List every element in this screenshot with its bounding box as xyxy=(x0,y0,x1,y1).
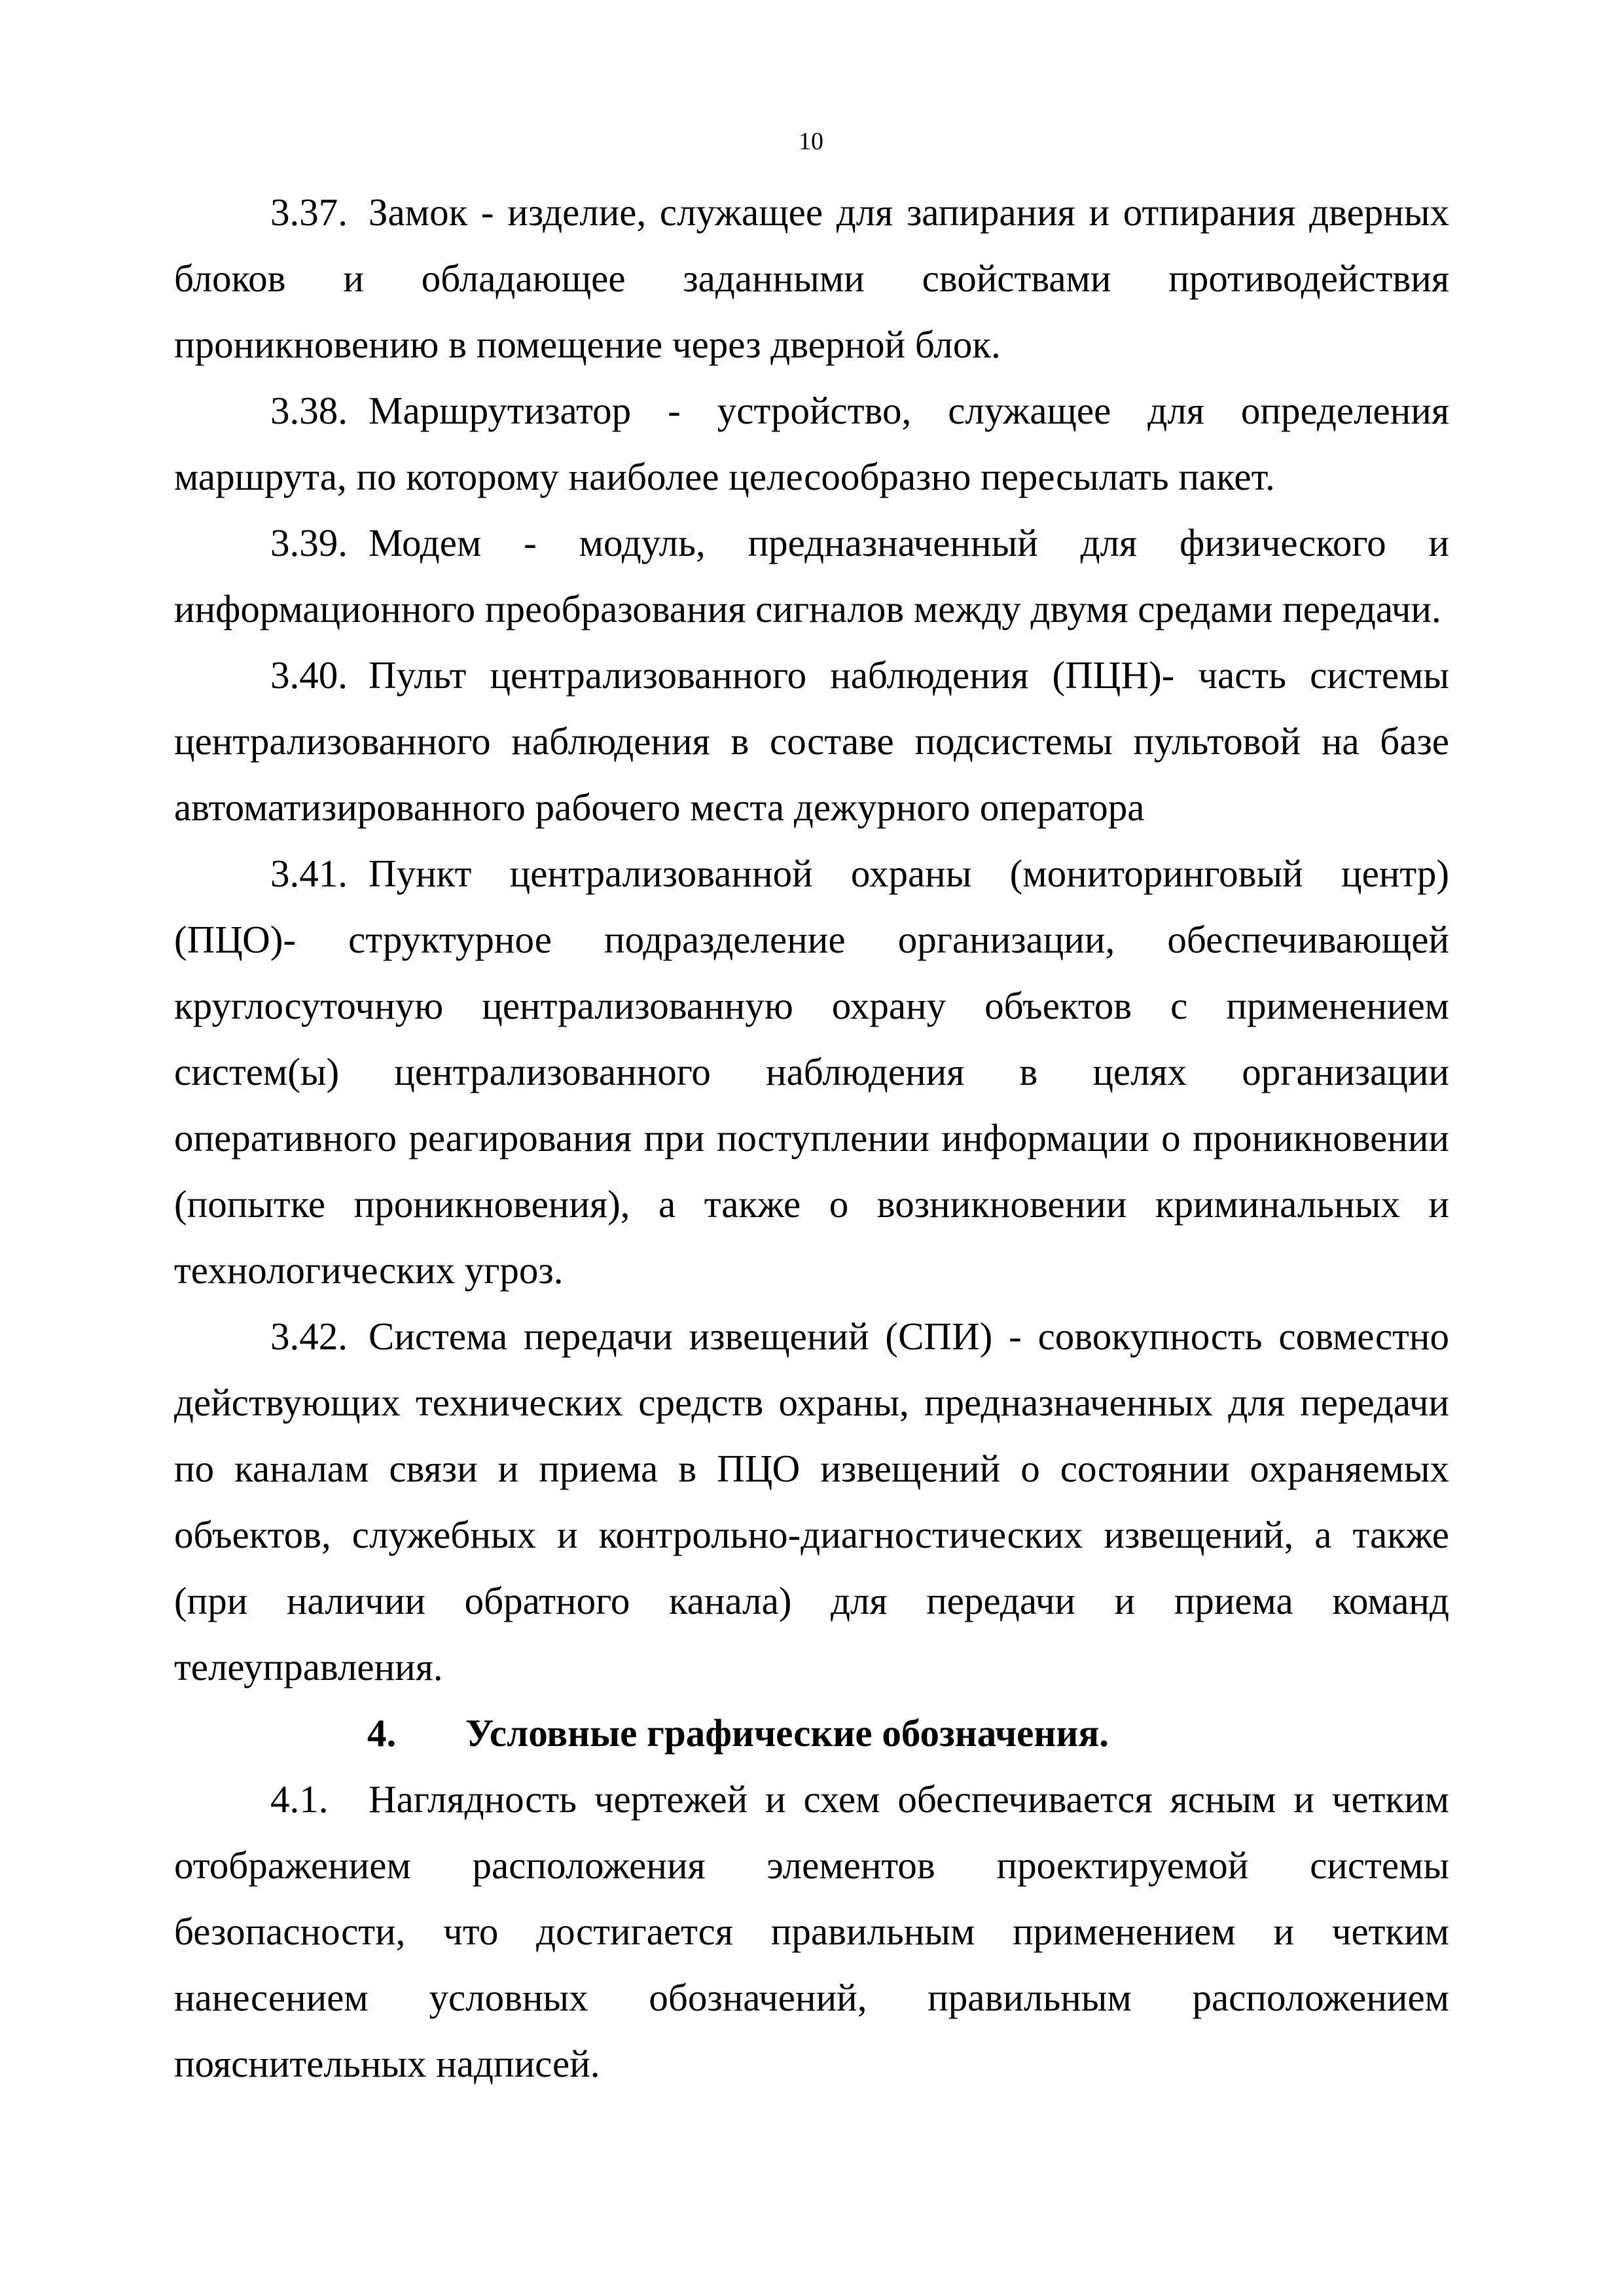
section-title: Условные графические обозначения. xyxy=(465,1711,1109,1755)
definition-3-42 xyxy=(174,1303,1449,1700)
clause-4-1 xyxy=(174,1766,1449,2097)
item-text: Система передачи извещений (СПИ) - совокупность совместно действующих технических средств охраны, предназначенных для передачи по каналам связи и приема в ПЦО извещений о состоянии охраняемых объектов, служебных и контрольно-диагностических извещений, а также (при наличии обратного канала) для передачи и приема команд телеуправления. xyxy=(174,1315,1449,1688)
page-number: 10 xyxy=(799,128,823,155)
item-text: Пульт централизованного наблюдения (ПЦН)- часть системы централизованного наблюдения в составе подсистемы пультовой на базе автоматизированного рабочего места дежурного оператора xyxy=(174,653,1449,829)
item-text: Замок - изделие, служащее для запирания и отпирания дверных блоков и обладающее заданными свойствами противодействия проникновению в помещение через дверной блок. xyxy=(174,191,1449,366)
item-number: 3.41. xyxy=(270,852,348,895)
item-text: Модем - модуль, предназначенный для физического и информационного преобразования сигналов между двумя средами передачи. xyxy=(174,521,1449,630)
item-number: 4.1. xyxy=(270,1777,329,1821)
item-number: 3.38. xyxy=(270,389,348,432)
definition-3-38 xyxy=(174,378,1449,510)
item-number: 3.39. xyxy=(270,521,348,564)
item-number: 3.40. xyxy=(270,653,348,697)
section-heading xyxy=(174,1700,1449,1766)
item-text: Маршрутизатор - устройство, служащее для определения маршрута, по которому наиболее целесообразно пересылать пакет. xyxy=(174,389,1449,498)
definition-3-37 xyxy=(174,179,1449,378)
section-number: 4. xyxy=(367,1711,397,1755)
definition-3-39 xyxy=(174,510,1449,642)
item-number: 3.42. xyxy=(270,1315,348,1358)
item-text: Наглядность чертежей и схем обеспечивается ясным и четким отображением расположения элементов проектируемой системы безопасности, что достигается правильным применением и четким нанесением условных обозначений, правильным расположением пояснительных надписей. xyxy=(174,1777,1449,2085)
item-text: Пункт централизованной охраны (мониторинговый центр) (ПЦО)- структурное подразделение организации, обеспечивающей круглосуточную централизованную охрану объектов с применением систем(ы) централизованного наблюдения в целях организации оперативного реагирования при поступлении информации о проникновении (попытке проникновения), а также о возникновении криминальных и технологических угроз. xyxy=(174,852,1449,1292)
item-number: 3.37. xyxy=(270,191,348,234)
definition-3-40 xyxy=(174,642,1449,841)
page-content xyxy=(174,179,1449,2097)
definition-3-41 xyxy=(174,841,1449,1303)
